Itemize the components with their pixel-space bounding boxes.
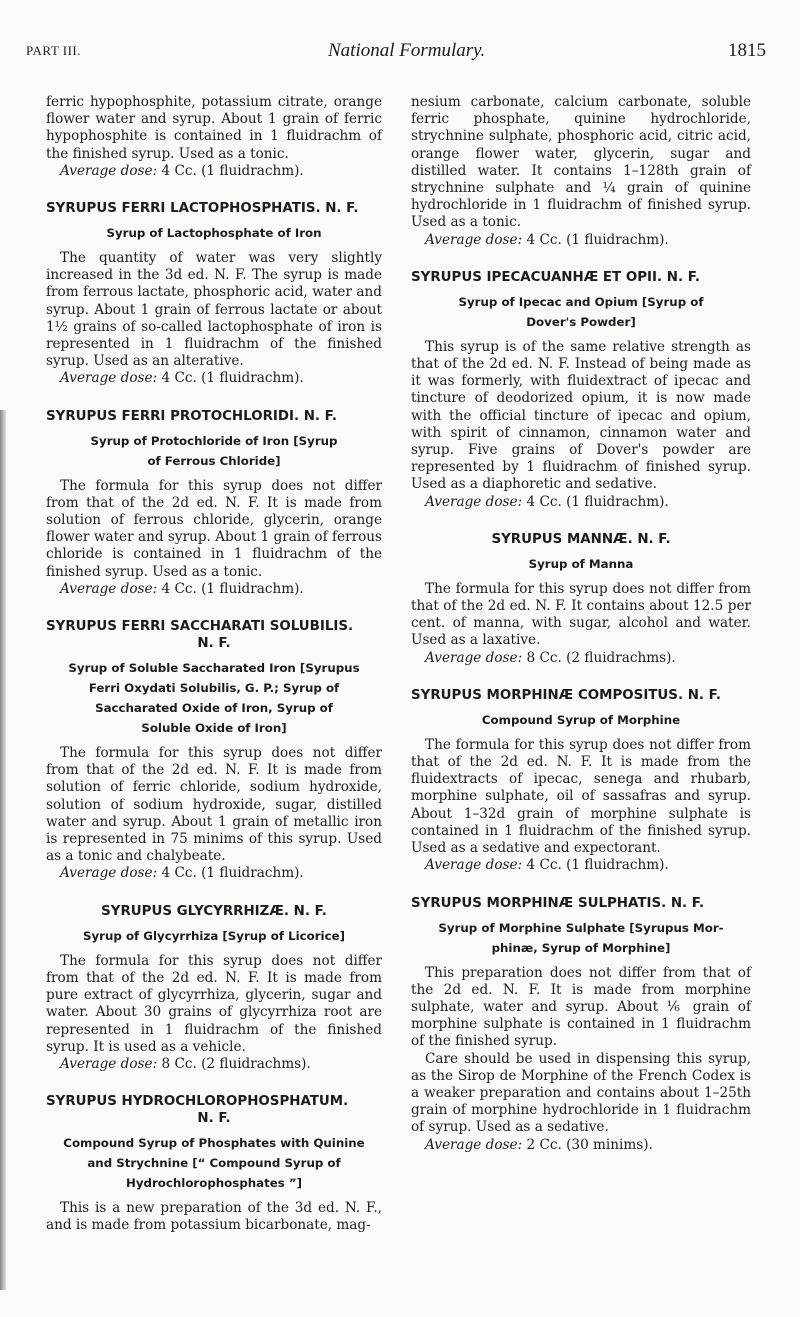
dose-label: Average dose: <box>425 649 523 666</box>
paragraph: ferric hypophosphite, potassium citrate, orange flower water and syrup. About 1 grain of ferric hypophosphite is contained in 1 fluidrachm of the finished syrup. Used as a tonic. <box>46 94 382 162</box>
dose-value: 4 Cc. (1 fluidrachm). <box>526 857 669 874</box>
dose-label: Average dose: <box>425 231 523 248</box>
section-subheading: Ferri Oxydati Solubilis, G. P.; Syrup of <box>88 681 340 696</box>
section-heading: SYRUPUS FERRI PROTOCHLORIDI. N. F. <box>46 408 337 424</box>
section-heading: SYRUPUS GLYCYRRHIZÆ. N. F. <box>101 903 327 919</box>
section-subheading: of Ferrous Chloride] <box>147 453 281 468</box>
dose-label: Average dose: <box>60 580 158 597</box>
dose-value: 4 Cc. (1 fluidrachm). <box>526 231 669 248</box>
paragraph: nesium carbonate, calcium carbonate, soluble ferric phosphate, quinine hydrochloride, strychnine sulphate, phosphoric acid, citric acid, orange flower water, glycerin, sugar and distilled water. It contains 1–128th grain of strychnine sulphate and ¼ grain of quinine hydrochloride in 1 fluidrachm of finished syrup. Used as a tonic. <box>411 94 751 231</box>
paragraph: The quantity of water was very slightly increased in the 3d ed. N. F. The syrup is made from ferrous lactate, phosphoric acid, water and syrup. About 1 grain of ferrous lactate or about 1½ grains of so-called lactophosphate of iron is represented in 1 fluidrachm of the finished syrup. Used as an alterative. <box>46 250 382 370</box>
dose-value: 4 Cc. (1 fluidrachm). <box>161 162 304 179</box>
section-heading: SYRUPUS HYDROCHLOROPHOSPHATUM. <box>46 1094 349 1110</box>
section-heading: SYRUPUS MORPHINÆ SULPHATIS. N. F. <box>411 895 705 911</box>
section-heading: N. F. <box>197 1111 231 1127</box>
paragraph: This is a new preparation of the 3d ed. N. F., and is made from potassium bicarbonate, mag- <box>46 1200 382 1234</box>
section-subheading: Compound Syrup of Morphine <box>481 712 681 727</box>
dose-value: 8 Cc. (2 fluidrachms). <box>161 1055 311 1072</box>
section-subheading: Saccharated Oxide of Iron, Syrup of <box>95 701 333 716</box>
page-header <box>26 40 766 64</box>
paragraph: Care should be used in dispensing this syrup, as the Sirop de Morphine of the French Codex is a weaker preparation and contains about 1–25th grain of morphine hydrochloride in 1 fluidrachm of syrup. Used as a sedative. <box>411 1050 751 1136</box>
section-subheading: Soluble Oxide of Iron] <box>141 721 287 736</box>
section-subheading: Syrup of Manna <box>528 556 634 571</box>
section-subheading: phinæ, Syrup of Morphine] <box>491 940 671 955</box>
average-dose <box>425 494 751 511</box>
right-column <box>411 94 751 1174</box>
dose-label: Average dose: <box>60 162 158 179</box>
left-column <box>46 94 382 1235</box>
dose-value: 4 Cc. (1 fluidrachm). <box>161 370 304 387</box>
average-dose <box>425 232 751 249</box>
section-heading: SYRUPUS FERRI LACTOPHOSPHATIS. N. F. <box>46 201 359 217</box>
part-label: PART III. <box>26 43 82 58</box>
section-heading: SYRUPUS FERRI SACCHARATI SOLUBILIS. <box>46 619 354 635</box>
dose-value: 4 Cc. (1 fluidrachm). <box>526 493 669 510</box>
paragraph: The formula for this syrup does not differ from that of the 2d ed. N. F. It is made from solution of ferric chloride, sodium hydroxide, solution of sodium hydroxide, sugar, distilled water and syrup. About 1 grain of metallic iron is represented in 75 minims of this syrup. Used as a tonic and chalybeate. <box>46 745 382 865</box>
section-subheading: Dover's Powder] <box>526 314 636 329</box>
dose-value: 4 Cc. (1 fluidrachm). <box>161 865 304 882</box>
dose-label: Average dose: <box>60 1055 158 1072</box>
running-title: National Formulary. <box>328 40 486 61</box>
page-number: 1815 <box>728 40 766 61</box>
dose-value: 8 Cc. (2 fluidrachms). <box>526 649 676 666</box>
average-dose <box>60 1056 382 1073</box>
dose-label: Average dose: <box>60 865 158 882</box>
section-subheading: Compound Syrup of Phosphates with Quinine <box>63 1136 365 1151</box>
dose-value: 4 Cc. (1 fluidrachm). <box>161 580 304 597</box>
section-subheading: Syrup of Morphine Sulphate [Syrupus Mor- <box>438 920 724 935</box>
average-dose <box>425 650 751 667</box>
paragraph: The formula for this syrup does not differ from that of the 2d ed. N. F. It is made from the fluidextracts of ipecac, senega and rhubarb, morphine sulphate, oil of sassafras and syrup. About 1–32d grain of morphine sulphate is contained in 1 fluidrachm of the finished syrup. Used as a sedative and expectorant. <box>411 736 751 857</box>
section-subheading: Hydrochlorophosphates ”] <box>125 1176 303 1191</box>
dose-label: Average dose: <box>425 1136 523 1153</box>
section-subheading: Syrup of Ipecac and Opium [Syrup of <box>458 294 704 309</box>
section-subheading: Syrup of Lactophosphate of Iron <box>106 226 322 241</box>
paragraph: This preparation does not differ from that of the 2d ed. N. F. It is made from morphine sulphate, water and syrup. About ⅙ grain of morphine sulphate is contained in 1 fluidrachm of the finished syrup. <box>411 964 751 1050</box>
average-dose <box>60 370 382 387</box>
paragraph: The formula for this syrup does not differ from that of the 2d ed. N. F. It is made from solution of ferrous chloride, glycerin, orange flower water and syrup. About 1 grain of ferrous chloride is contained in 1 fluidrachm of the finished syrup. Used as a tonic. <box>46 477 382 580</box>
section-subheading: Syrup of Glycyrrhiza [Syrup of Licorice] <box>82 928 345 943</box>
dose-label: Average dose: <box>60 370 158 387</box>
section-heading: SYRUPUS MANNÆ. N. F. <box>491 531 671 547</box>
paragraph: The formula for this syrup does not differ from that of the 2d ed. N. F. It is made from pure extract of glycyrrhiza, glycerin, sugar and water. About 30 grains of glycyrrhiza root are represented in 1 fluidrachm of the finished syrup. It is used as a vehicle. <box>46 952 382 1055</box>
average-dose <box>60 865 382 882</box>
section-heading: N. F. <box>197 636 231 652</box>
section-heading: SYRUPUS MORPHINÆ COMPOSITUS. N. F. <box>411 687 721 703</box>
section-subheading: and Strychnine [“ Compound Syrup of <box>87 1156 341 1171</box>
section-heading: SYRUPUS IPECACUANHÆ ET OPII. N. F. <box>411 269 700 285</box>
average-dose <box>60 581 382 598</box>
paragraph: The formula for this syrup does not differ from that of the 2d ed. N. F. It contains about 12.5 per cent. of manna, with sugar, alcohol and water. Used as a laxative. <box>411 580 751 649</box>
page-spine-shadow <box>0 410 6 1290</box>
dose-label: Average dose: <box>425 493 523 510</box>
average-dose <box>425 1137 751 1154</box>
paragraph: This syrup is of the same relative strength as that of the 2d ed. N. F. Instead of being made as it was formerly, with fluidextract of ipecac and tincture of deodorized opium, it is now made with the official tincture of ipecac and opium, with spirit of cinnamon, cinnamon water and syrup. Five grains of Dover's powder are represented by 1 fluidrachm of finished syrup. Used as a diaphoretic and sedative. <box>411 338 751 493</box>
section-subheading: Syrup of Soluble Saccharated Iron [Syrupus <box>68 661 360 676</box>
average-dose <box>60 163 382 180</box>
section-subheading: Syrup of Protochloride of Iron [Syrup <box>90 433 338 448</box>
average-dose <box>425 857 751 874</box>
dose-value: 2 Cc. (30 minims). <box>526 1136 653 1153</box>
dose-label: Average dose: <box>425 857 523 874</box>
